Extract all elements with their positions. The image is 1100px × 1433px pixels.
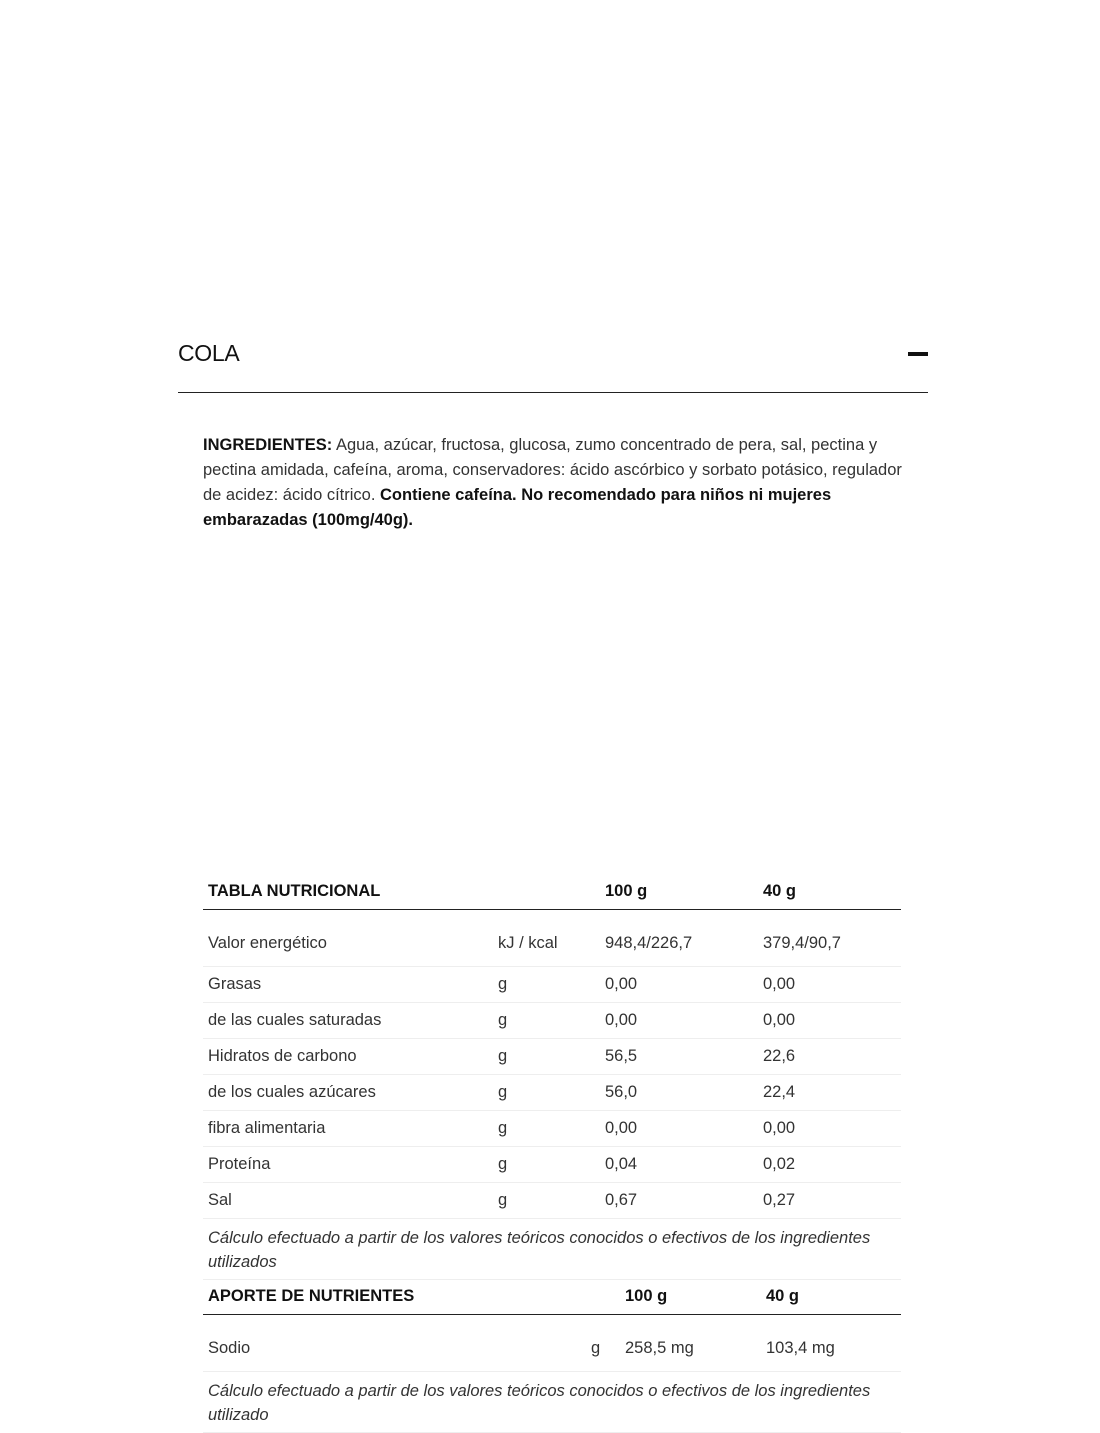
nutrient-unit: g bbox=[493, 1147, 600, 1183]
calculation-note: Cálculo efectuado a partir de los valores teóricos conocidos o efectivos de los ingredientes utilizados bbox=[203, 1219, 901, 1280]
accordion-body bbox=[203, 433, 903, 1424]
header-per-100g: 100 g bbox=[600, 873, 758, 910]
nutrient-table-title: APORTE DE NUTRIENTES bbox=[203, 1278, 586, 1315]
value-per-40g: 22,6 bbox=[758, 1039, 901, 1075]
nutrient-unit: kJ / kcal bbox=[493, 910, 600, 967]
value-per-100g: 258,5 mg bbox=[620, 1315, 761, 1372]
value-per-100g: 0,00 bbox=[600, 967, 758, 1003]
value-per-100g: 56,5 bbox=[600, 1039, 758, 1075]
nutrient-name: fibra alimentaria bbox=[203, 1111, 493, 1147]
value-per-100g: 0,04 bbox=[600, 1147, 758, 1183]
table-row bbox=[203, 1111, 901, 1147]
nutrient-table-header bbox=[203, 1278, 901, 1315]
value-per-40g: 0,27 bbox=[758, 1183, 901, 1219]
product-accordion bbox=[178, 330, 928, 1424]
value-per-100g: 0,67 bbox=[600, 1183, 758, 1219]
table-row bbox=[203, 1075, 901, 1111]
nutrient-name: de los cuales azúcares bbox=[203, 1075, 493, 1111]
value-per-40g: 0,00 bbox=[758, 967, 901, 1003]
value-per-40g: 22,4 bbox=[758, 1075, 901, 1111]
header-per-100g: 100 g bbox=[620, 1278, 761, 1315]
nutrient-unit: g bbox=[493, 1183, 600, 1219]
table-row bbox=[203, 1315, 901, 1372]
value-per-100g: 948,4/226,7 bbox=[600, 910, 758, 967]
table-row bbox=[203, 1003, 901, 1039]
header-unit bbox=[586, 1278, 620, 1315]
nutrition-table-title: TABLA NUTRICIONAL bbox=[203, 873, 493, 910]
nutrient-unit: g bbox=[493, 1003, 600, 1039]
table-row bbox=[203, 1183, 901, 1219]
accordion-header[interactable] bbox=[178, 330, 928, 393]
ingredients-label: INGREDIENTES: bbox=[203, 436, 333, 454]
value-per-100g: 0,00 bbox=[600, 1111, 758, 1147]
value-per-40g: 0,00 bbox=[758, 1111, 901, 1147]
nutrient-name: Sodio bbox=[203, 1315, 586, 1372]
table-row bbox=[203, 1039, 901, 1075]
nutrient-name: Hidratos de carbono bbox=[203, 1039, 493, 1075]
ingredients-text bbox=[203, 433, 903, 533]
header-unit bbox=[493, 873, 600, 910]
table-row bbox=[203, 910, 901, 967]
value-per-40g: 103,4 mg bbox=[761, 1315, 901, 1372]
table-row bbox=[203, 1147, 901, 1183]
nutrient-unit: g bbox=[493, 1111, 600, 1147]
nutrient-name: Sal bbox=[203, 1183, 493, 1219]
table-note-row bbox=[203, 1219, 901, 1280]
nutrient-name: Grasas bbox=[203, 967, 493, 1003]
value-per-40g: 0,00 bbox=[758, 1003, 901, 1039]
caffeine-warning: Contiene cafeína. No recomendado para niños ni mujeres embarazadas (100mg/40g). bbox=[203, 486, 832, 529]
header-per-40g: 40 g bbox=[761, 1278, 901, 1315]
value-per-100g: 0,00 bbox=[600, 1003, 758, 1039]
ingredients-list: Agua, azúcar, fructosa, glucosa, zumo concentrado de pera, sal, pectina y pectina amidada, cafeína, aroma, conservadores: ácido ascórbico y sorbato potásico, regulador de acidez: ácido cítrico. bbox=[203, 436, 902, 504]
nutrition-table bbox=[203, 873, 901, 1280]
nutrient-unit: g bbox=[586, 1315, 620, 1372]
nutrient-unit: g bbox=[493, 1039, 600, 1075]
nutrient-unit: g bbox=[493, 967, 600, 1003]
nutrient-unit: g bbox=[493, 1075, 600, 1111]
minus-icon[interactable] bbox=[908, 352, 928, 356]
calculation-note: Cálculo efectuado a partir de los valores teóricos conocidos o efectivos de los ingredientes utilizado bbox=[203, 1372, 901, 1433]
nutrition-table-header bbox=[203, 873, 901, 910]
accordion-title: COLA bbox=[178, 340, 240, 366]
nutrient-contribution-table bbox=[203, 1278, 901, 1433]
table-note-row bbox=[203, 1372, 901, 1433]
nutrient-name: de las cuales saturadas bbox=[203, 1003, 493, 1039]
nutrient-name: Proteína bbox=[203, 1147, 493, 1183]
value-per-100g: 56,0 bbox=[600, 1075, 758, 1111]
table-row bbox=[203, 967, 901, 1003]
header-per-40g: 40 g bbox=[758, 873, 901, 910]
value-per-40g: 379,4/90,7 bbox=[758, 910, 901, 967]
value-per-40g: 0,02 bbox=[758, 1147, 901, 1183]
nutrient-name: Valor energético bbox=[203, 910, 493, 967]
